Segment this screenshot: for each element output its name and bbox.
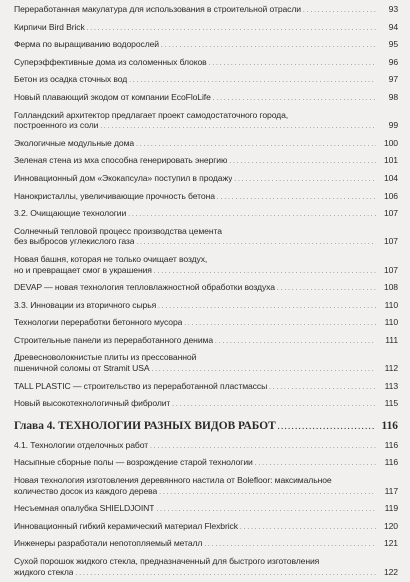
- toc-entry: [14, 206, 398, 224]
- toc-entry: [14, 536, 398, 554]
- leader-dots: [154, 265, 376, 278]
- toc-entry: [14, 171, 398, 189]
- leader-dots: [204, 538, 376, 551]
- toc-entry-title: Новая технология изготовления деревянного настила от Bolefloor: максимальное: [14, 475, 332, 486]
- toc-entry: [14, 20, 398, 38]
- toc-entry: [14, 189, 398, 207]
- leader-dots: [172, 398, 376, 411]
- toc-entry-title: Инновационный дом «Экокапсула» поступил в продажу: [14, 172, 233, 183]
- toc-entry-title: Новая башня, которая не только очищает воздух,: [14, 253, 208, 264]
- toc-page-number: 120: [383, 520, 398, 531]
- toc-entry: [14, 438, 398, 456]
- toc-entry-title: но и превращает смог в украшения: [14, 264, 152, 275]
- toc-page-number: 121: [383, 538, 398, 549]
- toc-page-number: 100: [383, 137, 398, 148]
- leader-dots: [100, 120, 376, 133]
- toc-entry-title: Инновационный гибкий керамический материал Flexbrick: [14, 520, 238, 531]
- toc-entry-title: Голландский архитектор предлагает проект самодостаточного города,: [14, 109, 289, 120]
- toc-page-number: 117: [384, 485, 398, 496]
- leader-dots: [209, 57, 376, 70]
- toc-entry-title: Новый высокотехнологичный фибролит: [14, 398, 171, 409]
- toc-entry: [14, 519, 398, 537]
- toc-page-number: 107: [383, 236, 398, 247]
- toc-page-number: 97: [388, 74, 398, 85]
- toc-page-number: 98: [388, 91, 398, 102]
- toc-entry-title: Новый плавающий экодом от компании EcoFloLife: [14, 91, 211, 102]
- toc-page-number: 116: [381, 419, 398, 432]
- toc-entry-title: TALL PLASTIC — строительство из переработанной пластмассы: [14, 380, 268, 391]
- toc-entry: [14, 315, 398, 333]
- toc-entry-title: Насыпные сборные полы — возрождение старой технологии: [14, 457, 253, 468]
- toc-page-number: 99: [388, 120, 398, 131]
- toc-entry-title: Несъемная опалубка SHIELDJOINT: [14, 503, 155, 514]
- toc-page-number: 106: [383, 190, 398, 201]
- toc-entry-title: Инженеры разработали непотопляемый металл: [14, 538, 203, 549]
- leader-dots: [229, 155, 376, 168]
- toc-page-number: 115: [384, 398, 398, 409]
- table-of-contents: [14, 2, 398, 582]
- toc-entry-title: количество досок из каждого дерева: [14, 485, 158, 496]
- toc-page-number: 116: [384, 439, 398, 450]
- toc-page-number: 113: [384, 380, 398, 391]
- toc-entry: [14, 90, 398, 108]
- toc-entry-title: Строительные панели из переработанного денима: [14, 334, 214, 345]
- toc-entry: [14, 473, 398, 501]
- toc-entry: [14, 280, 398, 298]
- toc-entry-title: 3.3. Инновации из вторичного сырья: [14, 299, 157, 310]
- toc-page-number: 108: [383, 282, 398, 293]
- toc-entry: [14, 37, 398, 55]
- toc-entry: [14, 224, 398, 252]
- toc-page-number: 94: [388, 21, 398, 32]
- toc-entry: [14, 153, 398, 171]
- leader-dots: [278, 419, 374, 434]
- toc-entry-title: Древесноволокнистые плиты из прессованной: [14, 352, 197, 363]
- leader-dots: [240, 521, 376, 534]
- toc-page-number: 119: [384, 503, 398, 514]
- toc-page-number: 122: [383, 566, 398, 577]
- toc-page-number: 104: [383, 172, 398, 183]
- leader-dots: [156, 503, 376, 516]
- leader-dots: [136, 138, 376, 151]
- toc-entry-title: Глава 4. ТЕХНОЛОГИИ РАЗНЫХ ВИДОВ РАБОТ: [14, 419, 276, 432]
- leader-dots: [184, 317, 376, 330]
- toc-entry-title: Технологии переработки бетонного мусора: [14, 317, 183, 328]
- toc-entry-title: Нанокристаллы, увеличивающие прочность бетона: [14, 190, 215, 201]
- leader-dots: [255, 457, 376, 470]
- toc-entry-title: DEVAP — новая технология тепловлажностной обработки воздуха: [14, 282, 275, 293]
- toc-entry-title: Суперэффективные дома из соломенных блоков: [14, 56, 207, 67]
- leader-dots: [75, 567, 376, 580]
- leader-dots: [215, 335, 376, 348]
- toc-page-number: 111: [385, 334, 398, 345]
- toc-page-number: 116: [384, 457, 398, 468]
- leader-dots: [128, 208, 376, 221]
- leader-dots: [159, 486, 376, 499]
- toc-entry: [14, 252, 398, 280]
- toc-entry-title: Солнечный тепловой процесс производства цемента: [14, 225, 222, 236]
- toc-entry-title: Бетон из осадка сточных вод: [14, 74, 128, 85]
- toc-entry: [14, 554, 398, 582]
- toc-entry-title: 4.1. Технологии отделочных работ: [14, 439, 149, 450]
- leader-dots: [217, 191, 376, 204]
- toc-entry: [14, 2, 398, 20]
- toc-entry: [14, 72, 398, 90]
- toc-entry: [14, 455, 398, 473]
- toc-page-number: 107: [383, 264, 398, 275]
- toc-entry-title: Сухой порошок жидкого стекла, предназначенный для быстрого изготовления: [14, 556, 320, 566]
- toc-entry-title: жидкого стекла: [14, 566, 74, 577]
- toc-entry-title: пшеничной соломы от Stramit USA: [14, 363, 150, 374]
- toc-page-number: 110: [384, 299, 398, 310]
- toc-page-number: 101: [383, 155, 398, 166]
- toc-entry: [14, 55, 398, 73]
- toc-entry-title: Ферма по выращиванию водорослей: [14, 39, 159, 50]
- leader-dots: [161, 39, 376, 52]
- leader-dots: [303, 4, 376, 17]
- toc-page-number: 107: [383, 208, 398, 219]
- leader-dots: [213, 92, 376, 105]
- toc-page-number: 95: [388, 39, 398, 50]
- toc-page-number: 93: [388, 4, 398, 14]
- toc-entry: [14, 379, 398, 397]
- toc-entry: [14, 501, 398, 519]
- toc-entry: [14, 333, 398, 351]
- toc-entry-title: построенного из соли: [14, 120, 99, 131]
- leader-dots: [234, 173, 376, 186]
- toc-entry-title: Кирпичи Bird Brick: [14, 21, 85, 32]
- toc-entry-title: Экологичные модульные дома: [14, 137, 135, 148]
- leader-dots: [152, 363, 377, 376]
- toc-entry-title: без выбросов углекислого газа: [14, 236, 135, 247]
- toc-chapter: [14, 414, 398, 438]
- toc-entry: [14, 298, 398, 316]
- toc-page-number: 112: [384, 363, 398, 374]
- toc-entry: [14, 396, 398, 414]
- toc-entry-title: 3.2. Очищающие технологии: [14, 208, 127, 219]
- toc-entry-title: Зеленая стена из мха способна генерировать энергию: [14, 155, 228, 166]
- leader-dots: [277, 282, 376, 295]
- leader-dots: [150, 440, 376, 453]
- toc-page-number: 96: [388, 56, 398, 67]
- toc-page-number: 110: [384, 317, 398, 328]
- toc-entry-title: Переработанная макулатура для использования в строительной отрасли: [14, 4, 301, 14]
- leader-dots: [158, 300, 376, 313]
- leader-dots: [87, 22, 376, 35]
- toc-entry: [14, 350, 398, 378]
- leader-dots: [129, 74, 376, 87]
- toc-entry: [14, 108, 398, 136]
- leader-dots: [269, 381, 376, 394]
- toc-entry: [14, 136, 398, 154]
- leader-dots: [136, 236, 376, 249]
